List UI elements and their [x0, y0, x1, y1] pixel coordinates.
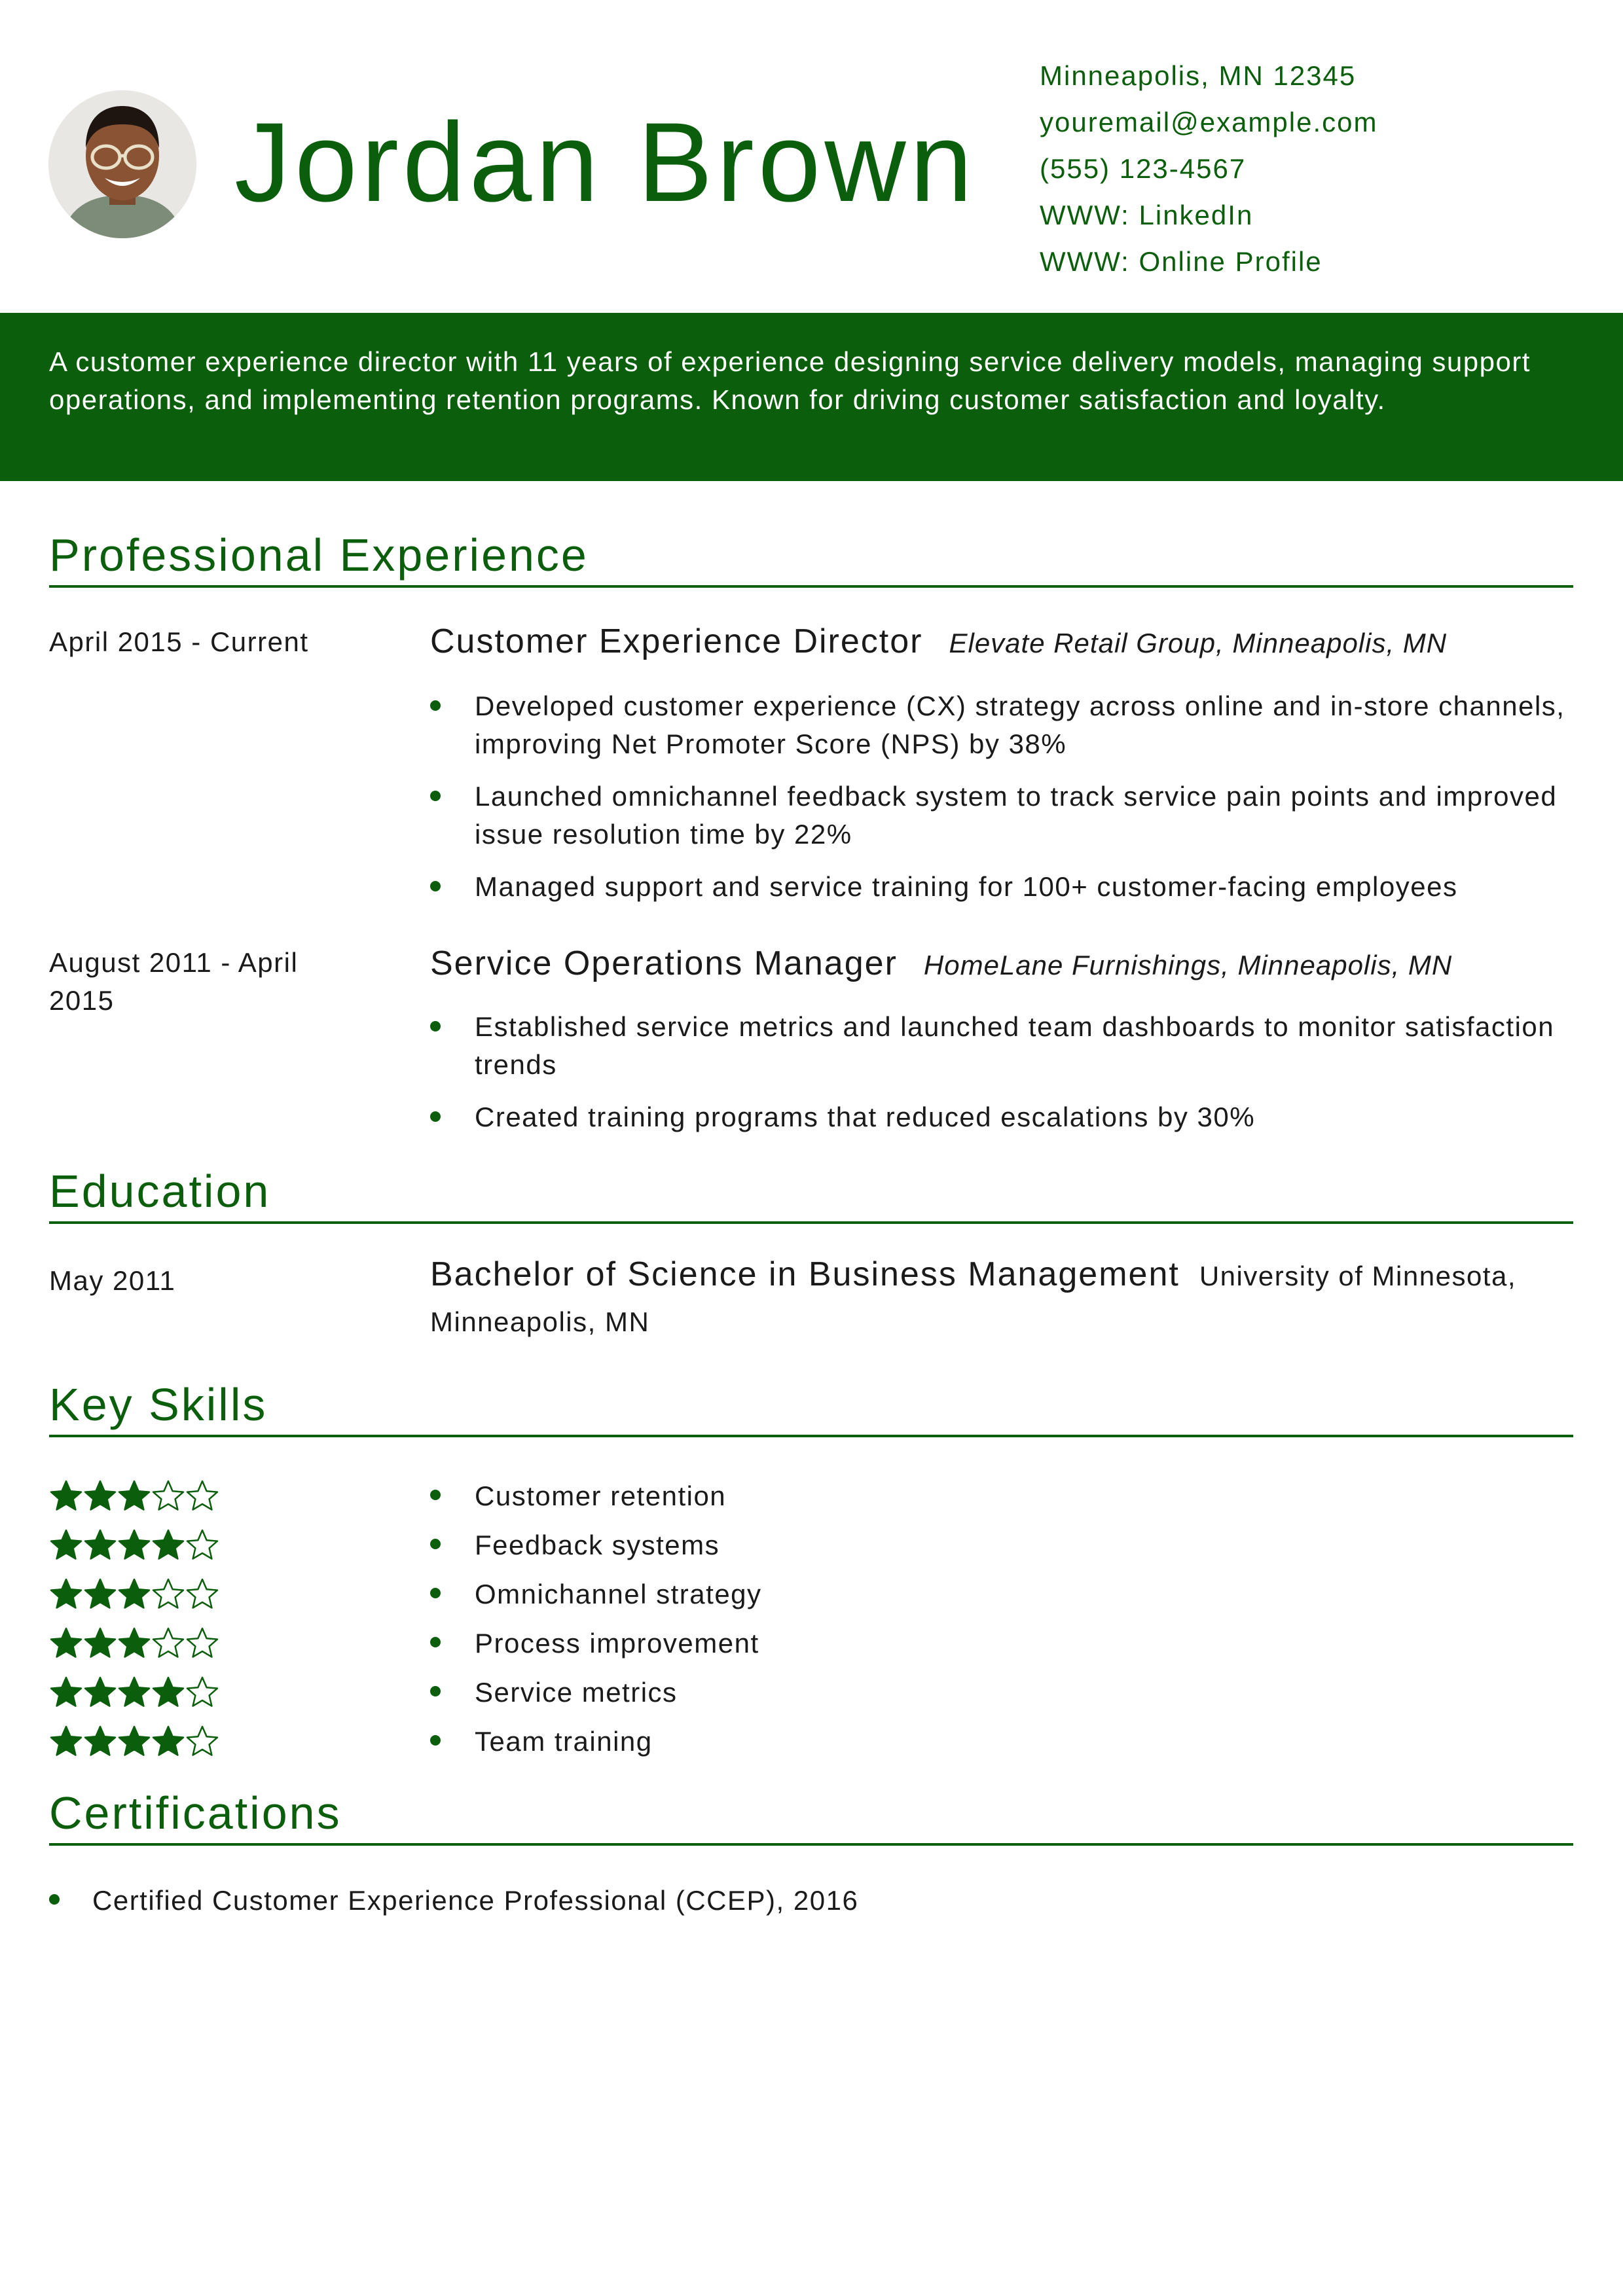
star-outline-icon	[185, 1725, 219, 1759]
job-company: Elevate Retail Group, Minneapolis, MN	[949, 628, 1448, 658]
job-company: HomeLane Furnishings, Minneapolis, MN	[923, 950, 1453, 980]
list-item: Created training programs that reduced escalations by 30%	[430, 1098, 1576, 1136]
bullet-dot-icon	[430, 1490, 441, 1500]
star-outline-icon	[185, 1626, 219, 1660]
contact-phone: (555) 123-4567	[1040, 153, 1247, 184]
bullet-dot-icon	[430, 1539, 441, 1549]
section-divider	[49, 1435, 1573, 1437]
list-item: Service metrics	[430, 1668, 762, 1717]
star-filled-icon	[151, 1528, 185, 1562]
star-filled-icon	[83, 1626, 117, 1660]
education-entry	[430, 1253, 1582, 1345]
section-divider	[49, 585, 1573, 588]
star-filled-icon	[49, 1725, 83, 1759]
star-filled-icon	[83, 1676, 117, 1710]
list-item: Certified Customer Experience Professional (CCEP), 2016	[49, 1881, 858, 1920]
star-filled-icon	[117, 1479, 151, 1513]
job-dates: April 2015 - Current	[49, 626, 309, 657]
star-outline-icon	[185, 1577, 219, 1611]
education-school: University of Minnesota, Minneapolis, MN	[430, 1261, 1517, 1337]
star-outline-icon	[151, 1479, 185, 1513]
bullet-dot-icon	[430, 700, 441, 711]
star-filled-icon	[83, 1528, 117, 1562]
bullet-dot-icon	[430, 791, 441, 801]
list-item: Team training	[430, 1717, 762, 1766]
list-item: Omnichannel strategy	[430, 1570, 762, 1619]
job-title: Service Operations Manager	[430, 944, 898, 982]
bullet-dot-icon	[49, 1894, 60, 1905]
certifications-list	[49, 1881, 858, 1920]
list-item: Process improvement	[430, 1619, 762, 1668]
list-item: Established service metrics and launched team dashboards to monitor satisfaction trends	[430, 1008, 1576, 1084]
skill-rating-row	[49, 1520, 219, 1570]
star-filled-icon	[117, 1676, 151, 1710]
candidate-name: Jordan Brown	[234, 99, 977, 225]
star-filled-icon	[117, 1725, 151, 1759]
skill-rating-row	[49, 1471, 219, 1520]
job-dates: August 2011 - April 2015	[49, 947, 299, 1016]
star-filled-icon	[49, 1479, 83, 1513]
professional-summary: A customer experience director with 11 years of experience designing service delivery models, managing support operations, and implementing retention programs. Known for driving customer satisfaction and loyalty.	[49, 346, 1531, 415]
star-outline-icon	[151, 1626, 185, 1660]
education-degree: Bachelor of Science in Business Management	[430, 1255, 1180, 1293]
contact-linkedin-link[interactable]: WWW: LinkedIn	[1040, 200, 1254, 230]
star-filled-icon	[83, 1577, 117, 1611]
star-filled-icon	[117, 1577, 151, 1611]
education-date: May 2011	[49, 1265, 176, 1296]
job-title: Customer Experience Director	[430, 622, 923, 660]
job-heading	[430, 944, 1452, 983]
skill-rating-row	[49, 1619, 219, 1668]
contact-address: Minneapolis, MN 12345	[1040, 60, 1357, 91]
star-filled-icon	[49, 1528, 83, 1562]
bullet-dot-icon	[430, 1588, 441, 1598]
star-filled-icon	[49, 1626, 83, 1660]
skill-rating-row	[49, 1570, 219, 1619]
skill-rating-row	[49, 1717, 219, 1766]
resume-header	[0, 0, 1623, 313]
bullet-dot-icon	[430, 1111, 441, 1122]
contact-profile-link[interactable]: WWW: Online Profile	[1040, 246, 1322, 277]
section-title-education: Education	[49, 1166, 271, 1217]
skill-rating-row	[49, 1668, 219, 1717]
list-item: Developed customer experience (CX) strategy across online and in-store channels, improving Net Promoter Score (NPS) by 38%	[430, 687, 1576, 763]
star-filled-icon	[117, 1528, 151, 1562]
star-filled-icon	[49, 1676, 83, 1710]
avatar	[48, 90, 196, 238]
bullet-dot-icon	[430, 1637, 441, 1647]
star-filled-icon	[151, 1725, 185, 1759]
star-filled-icon	[117, 1626, 151, 1660]
job-bullets	[430, 1008, 1576, 1151]
star-filled-icon	[49, 1577, 83, 1611]
bullet-dot-icon	[430, 1686, 441, 1696]
list-item: Managed support and service training for 100+ customer-facing employees	[430, 868, 1576, 906]
contact-email[interactable]: youremail@example.com	[1040, 107, 1378, 137]
list-item: Customer retention	[430, 1471, 762, 1520]
job-heading	[430, 622, 1447, 661]
skill-ratings	[49, 1471, 219, 1766]
bullet-dot-icon	[430, 1735, 441, 1746]
star-outline-icon	[185, 1528, 219, 1562]
avatar-portrait	[48, 90, 196, 238]
job-bullets	[430, 687, 1576, 920]
star-filled-icon	[151, 1676, 185, 1710]
section-divider	[49, 1843, 1573, 1846]
section-divider	[49, 1221, 1573, 1224]
section-title-experience: Professional Experience	[49, 529, 589, 581]
star-filled-icon	[83, 1725, 117, 1759]
skills-list	[430, 1471, 762, 1766]
star-outline-icon	[185, 1676, 219, 1710]
bullet-dot-icon	[430, 881, 441, 891]
star-outline-icon	[185, 1479, 219, 1513]
list-item: Feedback systems	[430, 1520, 762, 1570]
star-filled-icon	[83, 1479, 117, 1513]
section-title-skills: Key Skills	[49, 1379, 268, 1430]
bullet-dot-icon	[430, 1021, 441, 1031]
contact-info	[1040, 52, 1377, 285]
section-title-certifications: Certifications	[49, 1787, 342, 1839]
list-item: Launched omnichannel feedback system to track service pain points and improved issue resolution time by 22%	[430, 778, 1576, 853]
star-outline-icon	[151, 1577, 185, 1611]
summary-band	[0, 313, 1623, 481]
